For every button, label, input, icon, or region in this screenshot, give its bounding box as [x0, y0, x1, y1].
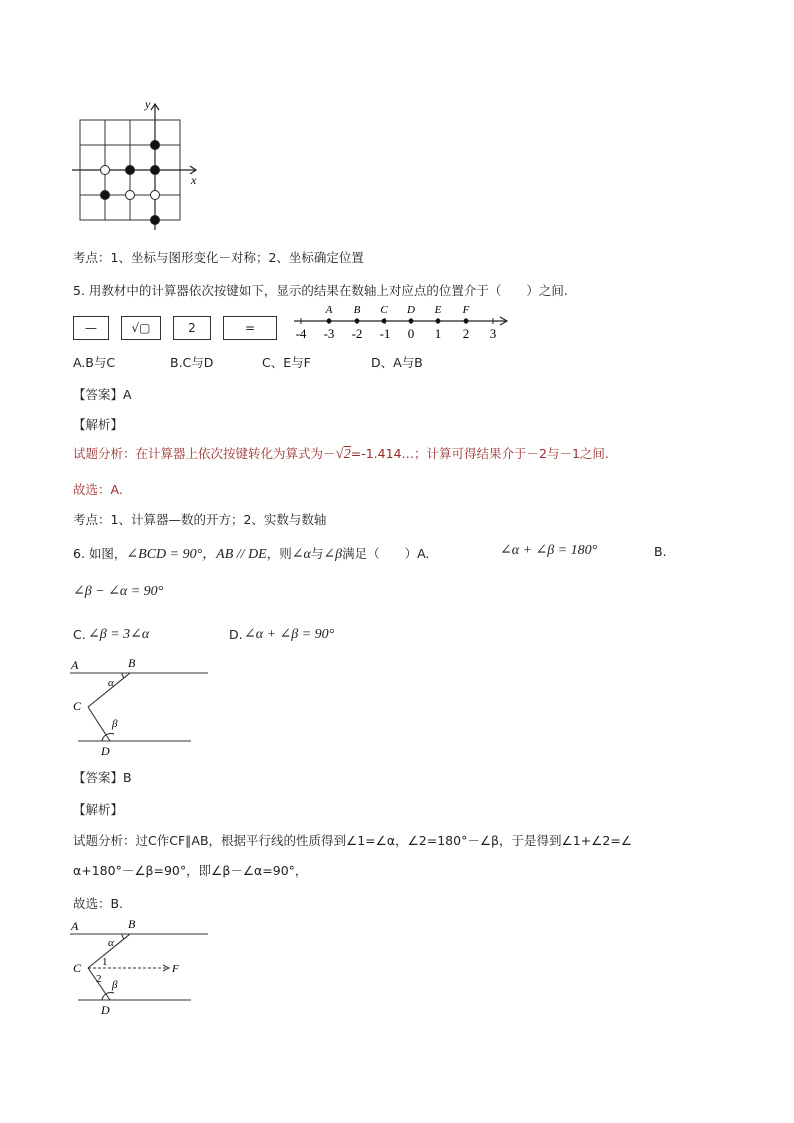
fig2-label-a: A	[71, 919, 79, 933]
q6-analysis-line1: 试题分析：过C作CF∥AB，根据平行线的性质得到∠1=∠α，∠2=180°－∠β，于是得到∠1+∠2=∠	[73, 833, 632, 848]
q5-stem: 5. 用教材中的计算器依次按键如下，显示的结果在数轴上对应点的位置介于（ ）之间.	[73, 283, 568, 298]
point-b-label: B	[353, 304, 361, 316]
fig2-label-alpha: α	[108, 937, 114, 949]
tick-label: -4	[295, 326, 307, 341]
q6-stem-math1: ∠BCD = 90°，AB // DE	[126, 547, 267, 562]
coordinate-grid-figure	[68, 96, 208, 236]
hollow-point	[101, 166, 110, 175]
q5-answer: 【答案】A	[73, 387, 132, 402]
tick-label: -3	[323, 326, 335, 341]
calc-key-two: 2	[173, 316, 211, 340]
calc-key-equals: =	[223, 316, 277, 340]
number-line-figure	[290, 302, 516, 342]
q6-analysis-line2: α+180°－∠β=90°，即∠β－∠α=90°，	[73, 863, 308, 878]
q6-figure	[68, 654, 214, 760]
fig1-label-a: A	[71, 658, 79, 672]
q6-stem-d: 满足（ ）A.	[342, 546, 430, 561]
tick-label: 1	[434, 326, 442, 341]
q6-option-b: ∠β − ∠α = 90°	[73, 584, 164, 599]
q6-stem-math3: ∠β	[323, 547, 343, 562]
q6-stem-math2: ∠α	[291, 547, 311, 562]
q6-stem-c: 与	[310, 546, 324, 561]
point-c-label: C	[380, 304, 388, 316]
fig2-label-b: B	[128, 917, 136, 931]
q6-option-d-label: D.	[229, 627, 243, 642]
point-d-label: D	[407, 304, 415, 316]
q6-stem-a: 6. 如图，	[73, 546, 127, 561]
filled-point	[126, 166, 135, 175]
q6-answer: 【答案】B	[73, 770, 132, 785]
tick-label: 3	[489, 326, 497, 341]
tick-label: 0	[407, 326, 415, 341]
q5-analysis	[73, 444, 609, 463]
q6-jiexi-heading: 【解析】	[73, 802, 124, 817]
point-a-label: A	[325, 304, 333, 316]
q5-choice: 故选：A.	[73, 482, 123, 497]
q6-solution-figure	[68, 916, 214, 1020]
fig1-label-beta: β	[112, 718, 118, 730]
tick-label: 2	[462, 326, 470, 341]
q6-stem	[73, 543, 429, 563]
q5-analysis-part-a: 试题分析：在计算器上依次按键转化为算式为－	[73, 446, 336, 461]
q4-kaodian: 考点：1、坐标与图形变化－对称；2、坐标确定位置	[73, 250, 364, 265]
filled-point	[151, 141, 160, 150]
hollow-point	[151, 191, 160, 200]
q5-analysis-sqrt-arg: 2	[343, 447, 351, 462]
filled-point	[101, 191, 110, 200]
fig1-label-d: D	[101, 744, 110, 758]
fig2-label-f: F	[172, 963, 179, 975]
point-e-dot	[436, 319, 441, 324]
point-b-dot	[355, 319, 360, 324]
q6-choice: 故选：B.	[73, 896, 124, 911]
tick-label: -2	[351, 326, 363, 341]
q5-option-d: D、A与B	[371, 355, 423, 370]
q5-jiexi-heading: 【解析】	[73, 417, 124, 432]
tick-label: -1	[379, 326, 391, 341]
fig2-label-c: C	[73, 961, 82, 975]
calc-key-minus: —	[73, 316, 109, 340]
hollow-point	[126, 191, 135, 200]
fig2-label-two: 2	[96, 973, 102, 985]
point-c-dot	[382, 319, 387, 324]
q5-option-b: B.C与D	[170, 355, 214, 370]
fig1-label-c: C	[73, 699, 82, 713]
q5-kaodian: 考点：1、计算器—数的开方；2、实数与数轴	[73, 512, 327, 527]
grid-y-label: y	[145, 97, 151, 111]
point-a-dot	[327, 319, 332, 324]
point-f-dot	[464, 319, 469, 324]
point-d-dot	[409, 319, 414, 324]
fig1-label-alpha: α	[108, 677, 114, 689]
filled-point	[151, 166, 160, 175]
filled-point	[151, 216, 160, 225]
fig1-label-b: B	[128, 656, 136, 670]
q5-option-c: C、E与F	[262, 355, 311, 370]
fig2-label-d: D	[101, 1003, 110, 1017]
q5-analysis-part-b: =-1.414…；计算可得结果介于－2与－1之间.	[350, 446, 609, 461]
sqrt-symbol: √	[335, 446, 344, 462]
q6-option-d: ∠α + ∠β = 90°	[244, 627, 335, 642]
grid-x-label: x	[191, 173, 197, 187]
fig2-label-beta: β	[112, 979, 118, 991]
q6-option-b-label: B.	[654, 544, 667, 559]
point-e-label: E	[434, 304, 442, 316]
q6-option-c-label: C.	[73, 627, 86, 642]
q5-option-a: A.B与C	[73, 355, 116, 370]
q6-option-a: ∠α + ∠β = 180°	[500, 543, 598, 558]
calc-key-sqrt: √▢	[121, 316, 161, 340]
point-f-label: F	[462, 304, 470, 316]
fig2-label-one: 1	[102, 956, 108, 968]
q6-option-c: ∠β = 3∠α	[88, 627, 150, 642]
q6-stem-b: ，则	[266, 546, 292, 561]
